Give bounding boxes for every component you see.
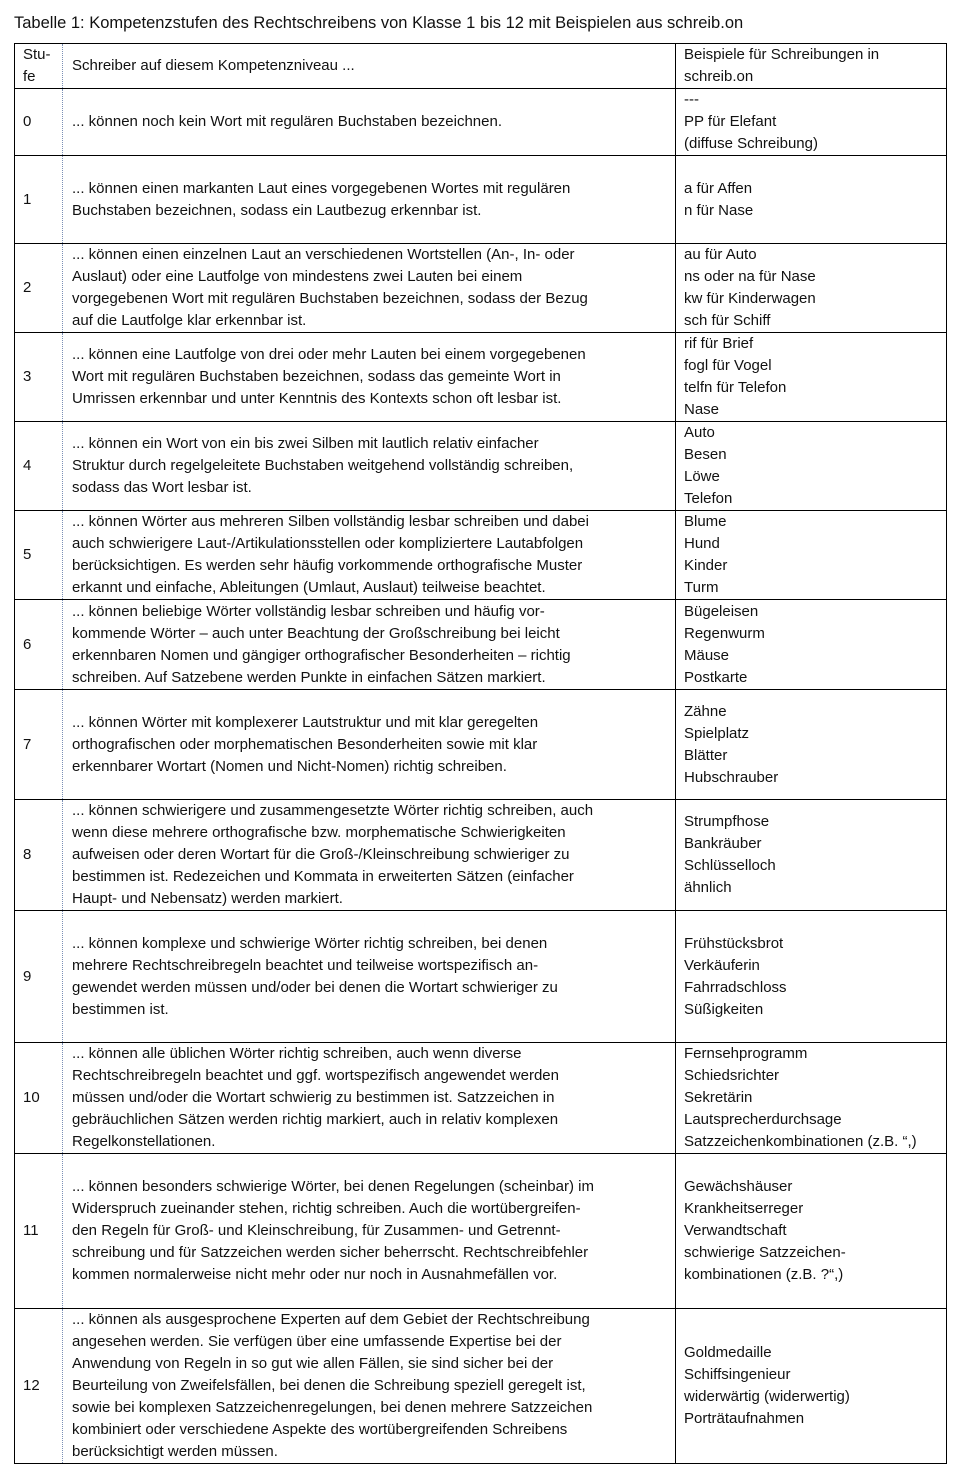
level-cell: 3: [15, 333, 63, 422]
level-cell: 5: [15, 511, 63, 600]
table-row: [15, 1309, 947, 1464]
table-caption: Tabelle 1: Kompetenzstufen des Rechtschreibens von Klasse 1 bis 12 mit Beispielen aus schreib.on: [14, 14, 744, 32]
examples-cell: [676, 156, 947, 244]
example-item: telfn für Telefon: [684, 379, 787, 396]
table-row: [15, 333, 947, 422]
example-item: Krankheitserreger: [684, 1200, 804, 1217]
description-cell: [63, 1043, 676, 1154]
example-item: Löwe: [684, 468, 720, 485]
table-row: [15, 600, 947, 690]
level-cell: 4: [15, 422, 63, 511]
examples-cell: [676, 511, 947, 600]
description-text: ... können beliebige Wörter vollständig lesbar schreiben und häufig vor- kommende Wörter – auch unter Beachtung der Großschreibung bei leicht erkennbaren Nomen und gängiger orthografischer Besonderheiten – richtig schreiben. Auf Satzebene werden Punkte in einfachen Sätzen markiert.: [72, 602, 571, 686]
example-item: Schlüsselloch: [684, 857, 776, 874]
example-item: ähnlich: [684, 879, 732, 896]
example-item: Spielplatz: [684, 724, 750, 742]
example-item: Süßigkeiten: [684, 1000, 764, 1018]
description-text: ... können eine Lautfolge von drei oder mehr Lauten bei einem vorgegebenen Wort mit regulären Buchstaben bezeichnen, sodass das gemeinte Wort in Umrissen erkennbar und unter Kenntnis des Kontexts schon oft lesbar ist.: [72, 346, 586, 407]
table-row: [15, 690, 947, 800]
description-text: ... können einen einzelnen Laut an verschiedenen Wortstellen (An-, In- oder Auslaut) oder eine Lautfolge von mindestens zwei Lauten bei einem vorgegebenen Wort mit regulären Buchstaben bezeichnen, sodass der Bezug auf die Lautfolge klar erkennbar ist.: [72, 246, 588, 329]
header-description: Schreiber auf diesem Kompetenzniveau ...: [63, 44, 676, 89]
example-item: fogl für Vogel: [684, 357, 772, 374]
description-cell: [63, 690, 676, 800]
description-text: ... können ein Wort von ein bis zwei Silben mit lautlich relativ einfacher Struktur durch regelgeleitete Buchstaben weitgehend vollständig schreiben, sodass das Wort lesbar ist.: [72, 435, 574, 496]
example-item: ---: [684, 91, 699, 108]
examples-cell: [676, 422, 947, 511]
competence-table: [14, 43, 947, 1464]
example-item: Sekretärin: [684, 1089, 753, 1106]
example-item: Fernsehprogramm: [684, 1045, 808, 1062]
example-item: Fahrradschloss: [684, 978, 787, 996]
description-cell: [63, 156, 676, 244]
table-row: [15, 511, 947, 600]
example-item: Telefon: [684, 490, 733, 507]
example-item: Frühstücksbrot: [684, 934, 784, 952]
description-text: ... können Wörter aus mehreren Silben vollständig lesbar schreiben und dabei auch schwierigere Laut-/Artikulationsstellen oder kompliziertere Lautabfolgen berücksichtigen. Es werden sehr häufig vorkommende orthografische Muster erkannt und einfache, Ableitungen (Umlaut, Auslaut) teilweise beachtet.: [72, 513, 589, 596]
example-item: Verwandtschaft: [684, 1222, 787, 1239]
example-item: n für Nase: [684, 201, 754, 219]
table-row: [15, 156, 947, 244]
example-item: widerwärtig (widerwertig): [684, 1388, 850, 1405]
example-item: au für Auto: [684, 246, 757, 263]
level-cell: 12: [15, 1309, 63, 1464]
example-item: Goldmedaille: [684, 1344, 772, 1361]
example-item: Auto: [684, 424, 715, 441]
description-cell: [63, 911, 676, 1043]
example-item: schwierige Satzzeichen-: [684, 1244, 846, 1261]
example-item: Satzzeichenkombinationen (z.B. “,): [684, 1133, 917, 1150]
level-cell: 6: [15, 600, 63, 690]
examples-cell: [676, 1154, 947, 1309]
example-item: Regenwurm: [684, 624, 765, 642]
example-item: Lautsprecherdurchsage: [684, 1111, 842, 1128]
examples-cell: [676, 1309, 947, 1464]
example-item: Schiedsrichter: [684, 1067, 780, 1084]
level-cell: 2: [15, 244, 63, 333]
example-item: Bügeleisen: [684, 602, 759, 620]
example-item: Postkarte: [684, 668, 748, 686]
table-row: [15, 89, 947, 156]
example-item: a für Affen: [684, 179, 753, 197]
table-row: [15, 244, 947, 333]
example-item: Verkäuferin: [684, 956, 760, 974]
description-cell: [63, 422, 676, 511]
example-item: Strumpfhose: [684, 813, 770, 830]
header-examples: Beispiele für Schreibungen in schreib.on: [676, 44, 947, 89]
examples-cell: [676, 244, 947, 333]
examples-cell: [676, 600, 947, 690]
level-cell: 9: [15, 911, 63, 1043]
example-item: Gewächshäuser: [684, 1178, 793, 1195]
example-item: Porträtaufnahmen: [684, 1410, 805, 1427]
examples-cell: [676, 333, 947, 422]
description-cell: [63, 89, 676, 156]
level-cell: 7: [15, 690, 63, 800]
description-cell: [63, 244, 676, 333]
examples-cell: [676, 89, 947, 156]
description-text: ... können Wörter mit komplexerer Lautstruktur und mit klar geregelten orthografischen oder morphematischen Besonderheiten sowie mit klar erkennbarer Wortart (Nomen und Nicht-Nomen) richtig schreiben.: [72, 713, 539, 775]
example-item: kombinationen (z.B. ?“,): [684, 1266, 844, 1283]
example-item: Bankräuber: [684, 835, 762, 852]
example-item: (diffuse Schreibung): [684, 135, 818, 152]
description-text: ... können schwierigere und zusammengesetzte Wörter richtig schreiben, auch wenn diese mehrere orthografische bzw. morphematische Schwierigkeiten aufweisen oder deren Wortart für die Groß-/Kleinschreibung schwieriger zu bestimmen ist. Redezeichen und Kommata in erweiterten Sätzen (einfacher Haupt- und Nebensatz) werden markiert.: [72, 802, 594, 907]
example-item: ns oder na für Nase: [684, 268, 816, 285]
example-item: Hund: [684, 535, 720, 552]
example-item: Turm: [684, 579, 719, 596]
description-text: ... können als ausgesprochene Experten auf dem Gebiet der Rechtschreibung angesehen werden. Sie verfügen über eine umfassende Expertise bei der Anwendung von Regeln in so gut wie allen Fällen, sie sind sicher bei der Beurteilung von Zweifelsfällen, bei denen die Schreibung speziell geregelt ist, sowie bei komplexen Satzzeichenregelungen, bei denen mehrere Satzzeichen kombiniert oder verschiedene Aspekte des wortübergreifenden Schreibens berücksichtigt werden müssen.: [72, 1311, 593, 1460]
description-text: ... können komplexe und schwierige Wörter richtig schreiben, bei denen mehrere Rechtschreibregeln beachtet und teilweise wortspezifisch an- gewendet werden müssen und/oder bei denen die Wortart schwieriger zu bestimmen ist.: [72, 934, 558, 1018]
header-stufe: Stu- fe: [15, 44, 63, 89]
table-row: [15, 422, 947, 511]
description-text: ... können einen markanten Laut eines vorgegebenen Wortes mit regulären Buchstaben bezeichnen, sodass ein Lautbezug erkennbar ist.: [72, 179, 571, 219]
examples-cell: [676, 911, 947, 1043]
example-item: Blume: [684, 513, 727, 530]
level-cell: 1: [15, 156, 63, 244]
table-row: [15, 800, 947, 911]
examples-cell: [676, 800, 947, 911]
description-cell: [63, 1154, 676, 1309]
example-item: Zähne: [684, 702, 727, 720]
description-cell: [63, 800, 676, 911]
description-text: ... können besonders schwierige Wörter, bei denen Regelungen (scheinbar) im Widerspruch zueinander stehen, richtig schreiben. Auch die wortübergreifen- den Regeln für Groß- und Kleinschreibung, für Zusammen- und Getrennt- schreibung und für Satzzeichen werden sicher beherrscht. Rechtschreibfehler kommen normalerweise nicht mehr oder nur noch in Ausnahmefällen vor.: [72, 1178, 594, 1283]
level-cell: 8: [15, 800, 63, 911]
table-row: [15, 1043, 947, 1154]
table-row: [15, 911, 947, 1043]
table-row: [15, 1154, 947, 1309]
example-item: PP für Elefant: [684, 113, 777, 130]
example-item: sch für Schiff: [684, 312, 771, 329]
example-item: Kinder: [684, 557, 728, 574]
table-header-row: [15, 44, 947, 89]
example-item: Hubschrauber: [684, 768, 779, 786]
description-cell: [63, 511, 676, 600]
description-cell: [63, 600, 676, 690]
description-cell: [63, 1309, 676, 1464]
description-text: ... können alle üblichen Wörter richtig schreiben, auch wenn diverse Rechtschreibregeln beachtet und ggf. wortspezifisch angewendet werden müssen und/oder die Wortart schwierig zu bestimmen ist. Satzzeichen in gebräuchlichen Sätzen werden richtig markiert, auch in relativ komplexen Regelkonstellationen.: [72, 1045, 559, 1150]
examples-cell: [676, 1043, 947, 1154]
description-text: ... können noch kein Wort mit regulären Buchstaben bezeichnen.: [72, 113, 502, 130]
example-item: Mäuse: [684, 646, 730, 664]
example-item: Blätter: [684, 746, 728, 764]
description-cell: [63, 333, 676, 422]
example-item: Besen: [684, 446, 727, 463]
examples-cell: [676, 690, 947, 800]
example-item: kw für Kinderwagen: [684, 290, 816, 307]
level-cell: 0: [15, 89, 63, 156]
level-cell: 10: [15, 1043, 63, 1154]
example-item: Nase: [684, 401, 720, 418]
level-cell: 11: [15, 1154, 63, 1309]
example-item: rif für Brief: [684, 335, 754, 352]
example-item: Schiffsingenieur: [684, 1366, 791, 1383]
